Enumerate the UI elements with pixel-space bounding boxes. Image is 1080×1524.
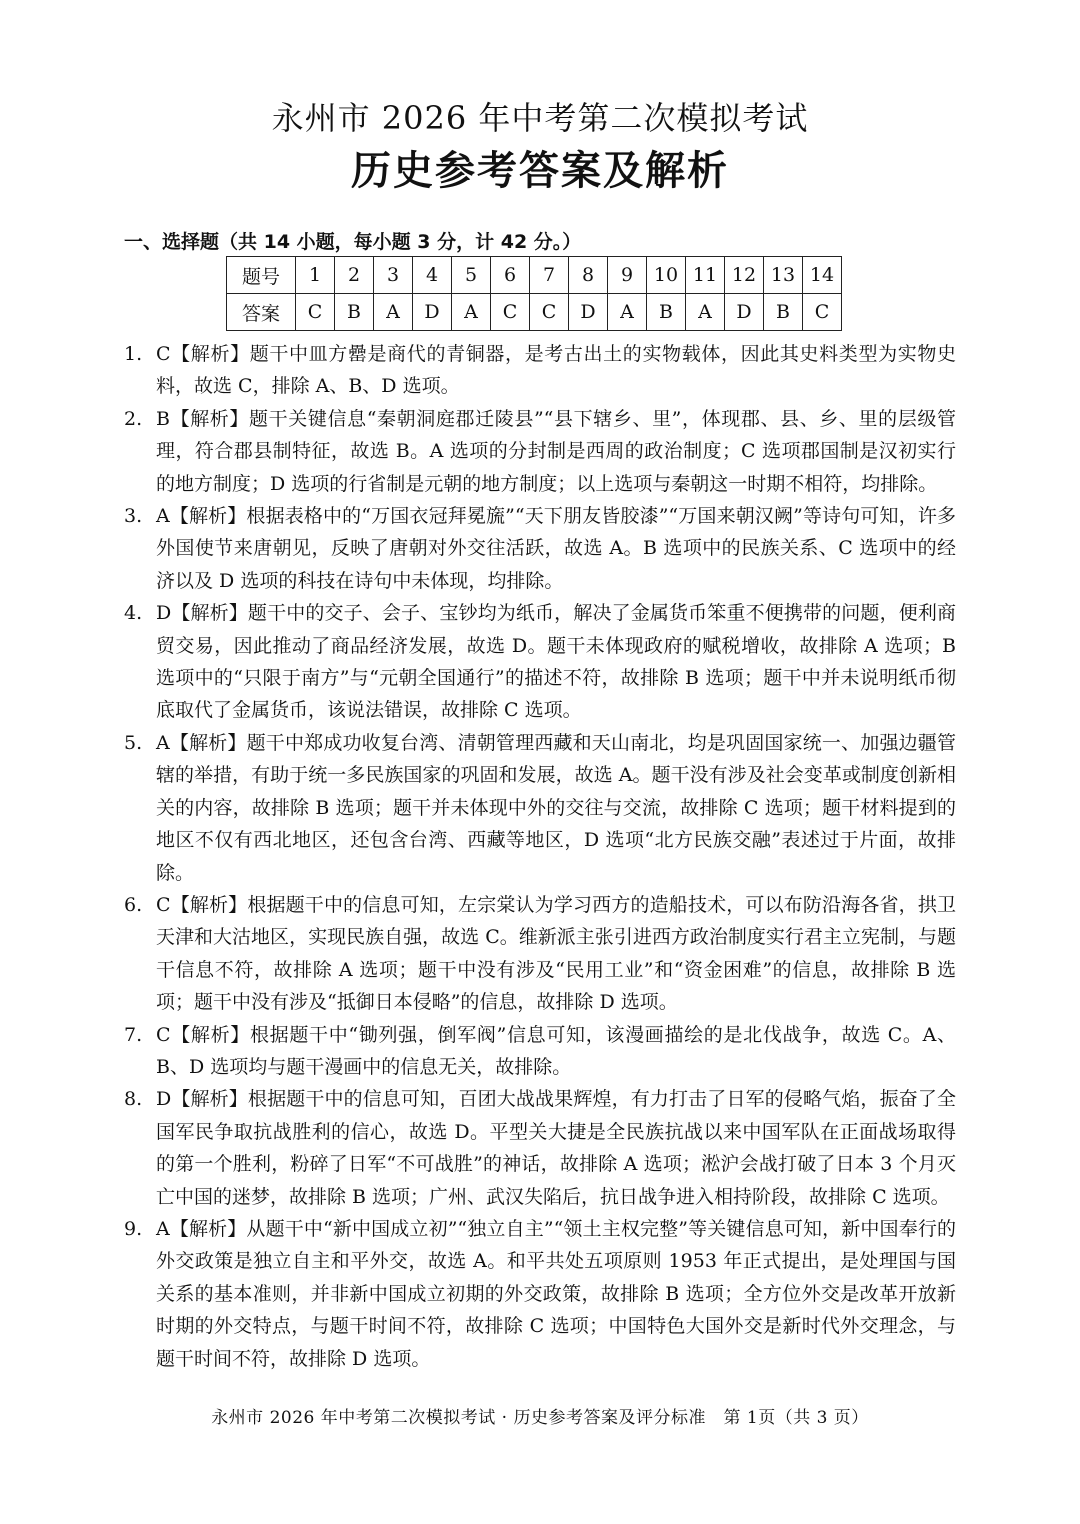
explanation-number: 3. <box>124 505 143 528</box>
explanation-text: B【解析】题干关键信息“秦朝洞庭郡迁陵县”“县下辖乡、里”，体现郡、县、乡、里的层级管理，符合郡县制特征，故选 B。A 选项的分封制是西周的政治制度；C 选项郡国制是汉初实行的地方制度；D 选项的行省制是元朝的地方制度；以上选项与秦朝这一时期不相符，均排除。 <box>156 407 956 495</box>
question-number-cell: 1 <box>296 257 335 294</box>
explanation-list <box>124 338 956 1375</box>
section-heading-choice: 一、选择题（共 14 小题，每小题 3 分，计 42 分。） <box>124 231 582 253</box>
explanation-text: D【解析】根据题干中的信息可知，百团大战战果辉煌，有力打击了日军的侵略气焰，振奋了全国军民争取抗战胜利的信心，故选 D。平型关大捷是全民族抗战以来中国军队在正面战场取得的第一个胜利，粉碎了日军“不可战胜”的神话，故排除 A 选项；淞沪会战打破了日本 3 个月灭亡中国的迷梦，故排除 B 选项；广州、武汉失陷后，抗日战争进入相持阶段，故排除 C 选项。 <box>156 1088 956 1208</box>
answer-table-answer-label: 答案 <box>227 294 296 331</box>
explanation-number: 1. <box>124 343 143 365</box>
explanation-text: D【解析】题干中的交子、会子、宝钞均为纸币，解决了金属货币笨重不便携带的问题，便利商贸交易，因此推动了商品经济发展，故选 D。题干未体现政府的赋税增收，故排除 A 选项；B 选项中的“只限于南方”与“元朝全国通行”的描述不符，故排除 B 选项；题干中并未说明纸币彻底取代了金属货币，该说法错误，故排除 C 选项。 <box>156 602 956 722</box>
explanation-text: A【解析】根据表格中的“万国衣冠拜冕旒”“天下朋友皆胶漆”“万国来朝汉阙”等诗句可知，许多外国使节来唐朝见，反映了唐朝对外交往活跃，故选 A。B 选项中的民族关系、C 选项中的经济以及 D 选项的科技在诗句中未体现，均排除。 <box>156 505 956 592</box>
question-number-cell: 13 <box>764 257 803 294</box>
question-number-cell: 4 <box>413 257 452 294</box>
question-number-cell: 2 <box>335 257 374 294</box>
question-number-cell: 8 <box>569 257 608 294</box>
explanation-item <box>124 338 956 403</box>
question-number-cell: 11 <box>686 257 725 294</box>
document-title: 永州市 2026 年中考第二次模拟考试 <box>271 99 809 137</box>
explanation-item <box>124 597 956 727</box>
document-subtitle: 历史参考答案及解析 <box>351 148 729 194</box>
explanation-item <box>124 500 956 597</box>
answer-cell: C <box>803 294 842 331</box>
explanation-item <box>124 1083 956 1213</box>
explanation-text: A【解析】从题干中“新中国成立初”“独立自主”“领土主权完整”等关键信息可知，新中国奉行的外交政策是独立自主和平外交，故选 A。和平共处五项原则 1953 年正式提出，是处理国与国关系的基本准则，并非新中国成立初期的外交政策，故排除 B 选项；全方位外交是改革开放新时期的外交特点，与题干时间不符，故排除 C 选项；中国特色大国外交是新时代外交理念，与题干时间不符，故排除 D 选项。 <box>156 1217 956 1370</box>
explanation-number: 6. <box>124 893 143 916</box>
explanation-item <box>124 727 956 889</box>
answer-cell: A <box>686 294 725 331</box>
question-number-cell: 5 <box>452 257 491 294</box>
answer-cell: B <box>335 294 374 331</box>
answer-table-number-row <box>227 257 842 294</box>
answer-cell: D <box>569 294 608 331</box>
explanation-item <box>124 1019 956 1084</box>
answer-cell: A <box>374 294 413 331</box>
question-number-cell: 14 <box>803 257 842 294</box>
explanation-text: C【解析】根据题干中的信息可知，左宗棠认为学习西方的造船技术，可以布防沿海各省，拱卫天津和大沽地区，实现民族自强，故选 C。维新派主张引进西方政治制度实行君主立宪制，与题干信息不符，故排除 A 选项；题干中没有涉及“民用工业”和“资金困难”的信息，故排除 B 选项；题干中没有涉及“抵御日本侵略”的信息，故排除 D 选项。 <box>156 893 956 1014</box>
explanation-number: 5. <box>124 731 143 754</box>
explanation-item <box>124 889 956 1019</box>
explanation-number: 2. <box>124 407 143 430</box>
question-number-cell: 10 <box>647 257 686 294</box>
question-number-cell: 7 <box>530 257 569 294</box>
answer-cell: C <box>530 294 569 331</box>
question-number-cell: 3 <box>374 257 413 294</box>
question-number-cell: 6 <box>491 257 530 294</box>
question-number-cell: 12 <box>725 257 764 294</box>
answer-cell: D <box>725 294 764 331</box>
explanation-item <box>124 1213 956 1375</box>
explanation-item <box>124 403 956 500</box>
question-number-cell: 9 <box>608 257 647 294</box>
answer-cell: A <box>608 294 647 331</box>
answer-table-answer-row <box>227 294 842 331</box>
answer-cell: B <box>647 294 686 331</box>
answer-cell: C <box>491 294 530 331</box>
explanation-number: 9. <box>124 1217 143 1240</box>
page-footer: 永州市 2026 年中考第二次模拟考试 · 历史参考答案及评分标准 第 1页（共 3 页） <box>211 1408 869 1428</box>
answer-cell: A <box>452 294 491 331</box>
answer-table-number-label: 题号 <box>227 257 296 294</box>
explanation-text: C【解析】题干中皿方罍是商代的青铜器，是考古出土的实物载体，因此其史料类型为实物史料，故选 C，排除 A、B、D 选项。 <box>156 343 956 398</box>
explanation-number: 8. <box>124 1088 143 1111</box>
explanation-number: 4. <box>124 602 143 625</box>
explanation-text: C【解析】根据题干中“锄列强，倒军阀”信息可知，该漫画描绘的是北伐战争，故选 C。A、B、D 选项均与题干漫画中的信息无关，故排除。 <box>156 1023 956 1078</box>
answer-cell: B <box>764 294 803 331</box>
explanation-text: A【解析】题干中郑成功收复台湾、清朝管理西藏和天山南北，均是巩固国家统一、加强边疆管辖的举措，有助于统一多民族国家的巩固和发展，故选 A。题干没有涉及社会变革或制度创新相关的内容，故排除 B 选项；题干并未体现中外的交往与交流，故排除 C 选项；题干材料提到的地区不仅有西北地区，还包含台湾、西藏等地区，D 选项“北方民族交融”表述过于片面，故排除。 <box>156 731 956 884</box>
answer-table <box>226 256 842 331</box>
answer-cell: C <box>296 294 335 331</box>
answer-cell: D <box>413 294 452 331</box>
explanation-number: 7. <box>124 1023 143 1046</box>
